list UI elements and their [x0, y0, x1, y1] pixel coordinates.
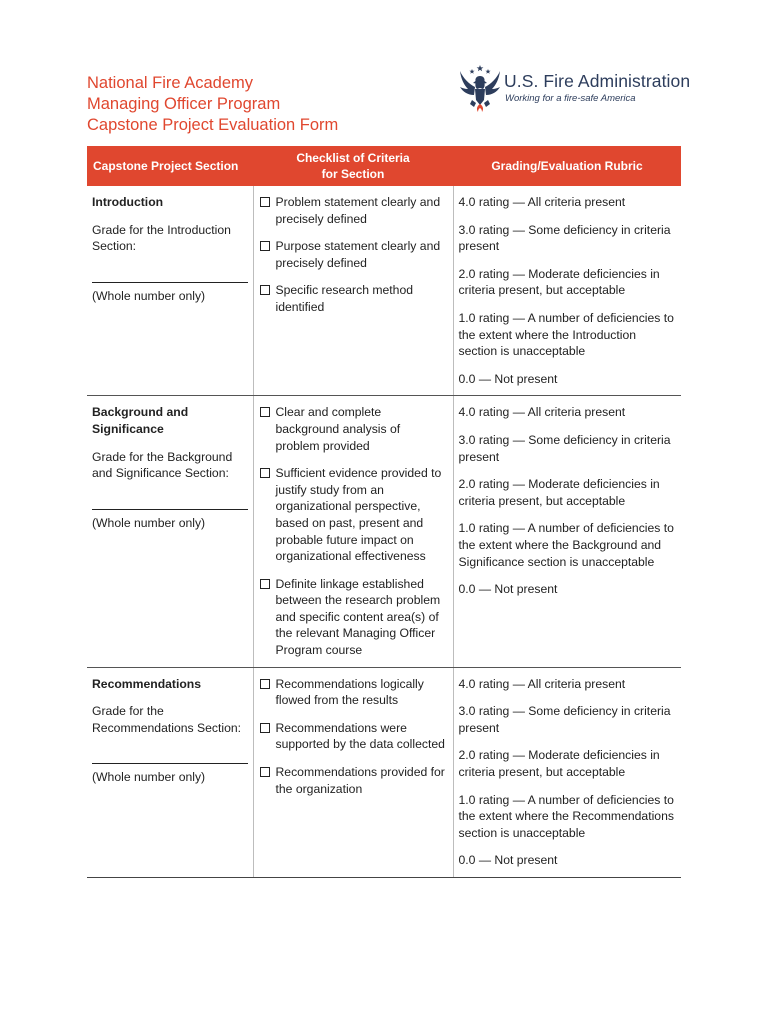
checkbox[interactable] [260, 285, 270, 295]
rubric-item: 1.0 rating — A number of deficiencies to the extent where the Introduction section is unacceptable [458, 310, 674, 359]
grade-note: (Whole number only) [92, 515, 206, 530]
rubric-item: 2.0 rating — Moderate deficiencies in criteria present, but acceptable [458, 748, 660, 780]
section-cell [87, 186, 253, 396]
rubric-item: 3.0 rating — Some deficiency in criteria present [458, 432, 671, 464]
checklist-item-text: Recommendations logically flowed from the results [275, 676, 424, 708]
grade-entry-line[interactable] [92, 282, 248, 283]
checklist-item-text: Purpose statement clearly and precisely defined [275, 239, 441, 270]
grade-label: Grade for the Recommendations Section: [92, 704, 242, 735]
grade-entry-line[interactable] [92, 509, 248, 510]
checkbox[interactable] [260, 241, 270, 251]
eagle-emblem-icon [458, 62, 502, 116]
agency-name: U.S. Fire Administration [504, 71, 691, 91]
checklist-item [258, 465, 447, 565]
rubric-item: 4.0 rating — All criteria present [458, 195, 626, 209]
checkbox[interactable] [260, 407, 270, 417]
rubric-cell [453, 396, 681, 667]
form-title [87, 73, 338, 136]
section-title: Introduction [92, 195, 164, 209]
usfa-logo [458, 62, 691, 116]
rubric-item: 2.0 rating — Moderate deficiencies in criteria present, but acceptable [458, 477, 660, 508]
column-header-checklist-text: Checklist of Criteria for Section [296, 151, 410, 181]
grade-entry-line[interactable] [92, 763, 248, 764]
checkbox[interactable] [260, 723, 270, 733]
rubric-item: 0.0 — Not present [458, 582, 558, 597]
evaluation-table [87, 146, 681, 878]
checkbox[interactable] [260, 579, 270, 589]
grade-label: Grade for the Introduction Section: [92, 222, 231, 254]
table-row [87, 396, 681, 667]
grade-note: (Whole number only) [92, 770, 206, 785]
title-line-academy: National Fire Academy [87, 74, 253, 92]
checklist-item-text: Recommendations were supported by the data collected [275, 720, 445, 752]
checklist-item [258, 720, 447, 753]
checklist-item-text: Definite linkage established between the research problem and specific content area(s) of the relevant Managing Officer Program course [275, 576, 441, 658]
checklist-item [258, 404, 447, 454]
rubric-item: 4.0 rating — All criteria present [458, 405, 626, 420]
rubric-item: 4.0 rating — All criteria present [458, 676, 626, 691]
checklist-cell [253, 186, 453, 396]
rubric-item: 1.0 rating — A number of deficiencies to the extent where the Background and Significance section is unacceptable [458, 521, 674, 569]
checklist-item-text: Clear and complete background analysis of problem provided [275, 405, 401, 453]
grade-label: Grade for the Background and Significance Section: [92, 449, 233, 481]
section-title: Recommendations [92, 676, 202, 691]
rubric-item: 0.0 — Not present [458, 853, 558, 868]
checklist-item [258, 194, 447, 227]
rubric-item: 3.0 rating — Some deficiency in criteria present [458, 704, 671, 735]
table-row [87, 667, 681, 877]
rubric-item: 1.0 rating — A number of deficiencies to the extent where the Recommendations section is unacceptable [458, 792, 674, 840]
table-header-row [87, 146, 681, 186]
checkbox[interactable] [260, 767, 270, 777]
title-line-program: Managing Officer Program [87, 95, 281, 113]
checklist-item-text: Recommendations provided for the organization [275, 765, 445, 796]
title-line-form: Capstone Project Evaluation Form [87, 116, 339, 134]
column-header-rubric: Grading/Evaluation Rubric [453, 146, 681, 186]
section-cell [87, 396, 253, 667]
table-row [87, 186, 681, 396]
checklist-item [258, 238, 447, 271]
checklist-item [258, 676, 447, 709]
grade-note: (Whole number only) [92, 288, 206, 303]
checkbox[interactable] [260, 679, 270, 689]
checklist-item [258, 282, 447, 315]
rubric-item: 3.0 rating — Some deficiency in criteria present [458, 222, 671, 254]
checklist-item-text: Problem statement clearly and precisely defined [275, 195, 441, 226]
checkbox[interactable] [260, 197, 270, 207]
checklist-item-text: Specific research method identified [275, 283, 414, 314]
column-header-checklist [253, 146, 453, 186]
checklist-cell [253, 667, 453, 877]
agency-tagline: Working for a fire-safe America [505, 93, 636, 104]
rubric-cell [453, 186, 681, 396]
column-header-section: Capstone Project Section [87, 146, 253, 186]
rubric-cell [453, 667, 681, 877]
section-cell [87, 667, 253, 877]
checklist-item [258, 764, 447, 797]
checklist-item [258, 576, 447, 659]
section-title: Background and Significance [92, 405, 189, 436]
rubric-item: 0.0 — Not present [458, 371, 558, 386]
checklist-cell [253, 396, 453, 667]
rubric-item: 2.0 rating — Moderate deficiencies in criteria present, but acceptable [458, 266, 660, 298]
checkbox[interactable] [260, 468, 270, 478]
checklist-item-text: Sufficient evidence provided to justify study from an organizational perspective, based on past, present and probable future impact on organizational effectiveness [275, 466, 442, 564]
